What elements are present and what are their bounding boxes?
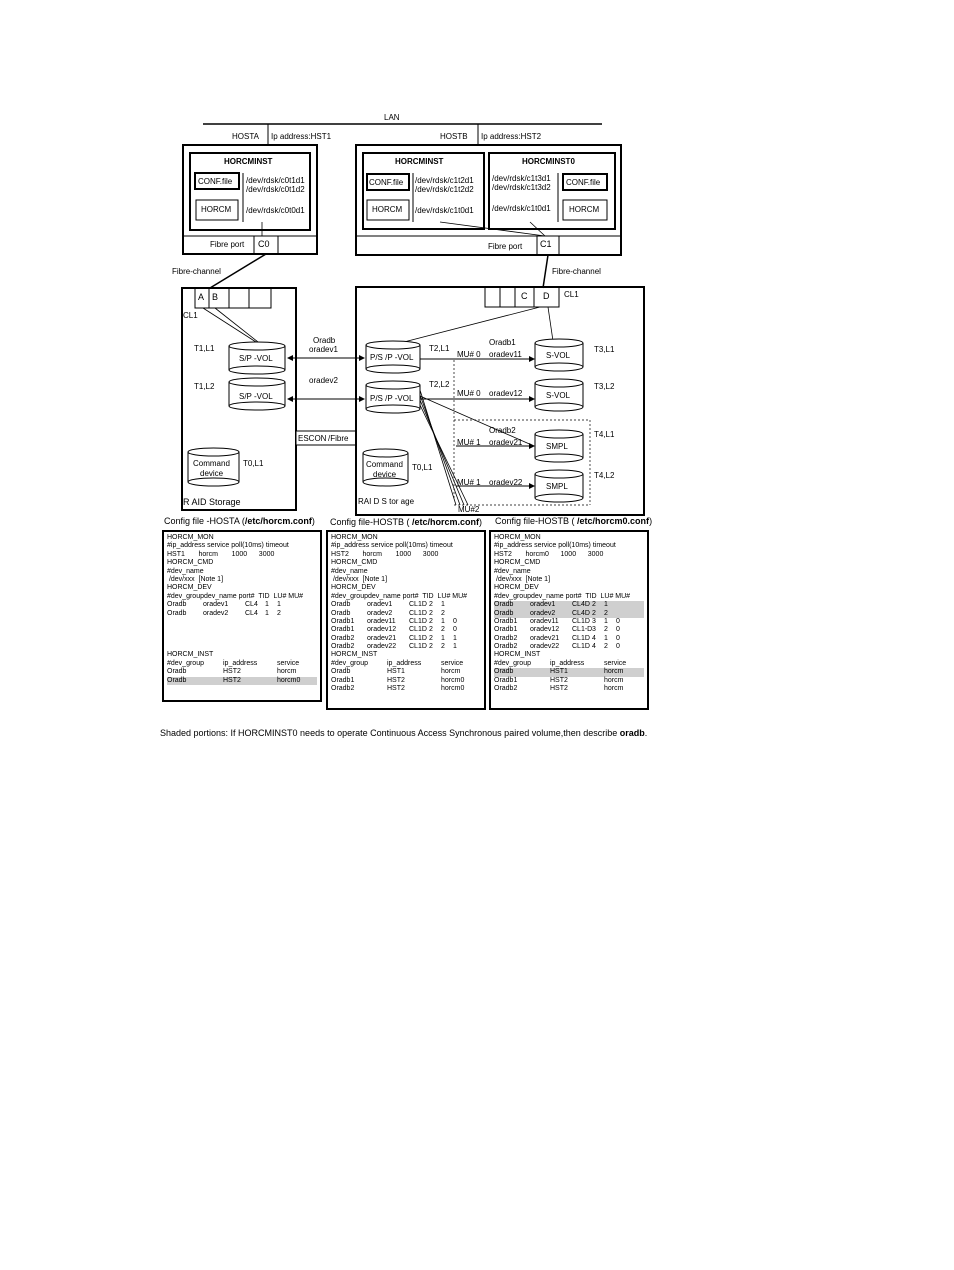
left-t1l2: T1,L2 (194, 382, 215, 391)
right-mu0b: MU# 0 (457, 389, 481, 398)
config-inst-cell: Oradb (331, 668, 351, 676)
config-blank-line (167, 635, 317, 643)
left-t1l1: T1,L1 (194, 344, 215, 353)
right-cmd1: Command (366, 460, 403, 469)
right-svol2: S-VOL (546, 391, 571, 400)
right-mu1a: MU# 1 (457, 438, 481, 447)
right-t4l1: T4,L1 (594, 430, 615, 439)
config-dev-cell: 1 (441, 634, 445, 642)
config-line: HST1 horcm 1000 3000 (167, 550, 275, 558)
config-dev-cell: oradev21 (367, 634, 397, 642)
config-dev-cell: Oradb2 (494, 643, 518, 651)
config-dev-cell: 2 (429, 609, 433, 617)
config-dev-cell: Oradb1 (494, 617, 518, 625)
hostb-dev6: /dev/rdsk/c1t0d1 (492, 204, 551, 213)
config-inst-cell: HST2 (223, 676, 241, 684)
config-dev-cell: 4 (592, 643, 596, 651)
config-dev-cell (616, 610, 628, 618)
config-dev-cell: 2 (429, 626, 433, 634)
config-dev-cell: 2 (429, 617, 433, 625)
hostb-fibre-port: Fibre port (488, 242, 523, 251)
config-dev-cell: Oradb (494, 601, 514, 609)
config-dev-cell: 0 (616, 634, 620, 642)
left-t0l1: T0,L1 (243, 459, 264, 468)
config-dev-cell (289, 610, 301, 618)
config-dev-cell: Oradb (331, 601, 351, 609)
hosta-port: C0 (258, 239, 270, 249)
right-t3l1: T3,L1 (594, 345, 615, 354)
config-line: HORCM_DEV (331, 584, 376, 592)
config-a-title: Config file -HOSTA (/etc/horcm.conf) (164, 516, 315, 526)
fc-left-label: Fibre-channel (172, 267, 221, 276)
config-dev-cell: Oradb (331, 609, 351, 617)
config-inst-cell: Oradb1 (331, 676, 355, 684)
left-port-a: A (198, 292, 205, 302)
config-inst-columns (331, 660, 481, 668)
config-inst-col: service (441, 659, 464, 667)
config-inst-col: ip_address (387, 659, 422, 667)
config-dev-cell: 3 (592, 626, 596, 634)
config-inst-cell: HST2 (387, 685, 405, 693)
config-dev-cell: CL1D (409, 617, 427, 625)
config-dev-cell: oradev22 (530, 643, 560, 651)
config-dev-cell: 1 (604, 634, 608, 642)
config-dev-cell: oradev12 (530, 626, 560, 634)
config-dev-cell: CL1D (409, 609, 427, 617)
right-oradb2: Oradb2 (489, 426, 516, 435)
config-dev-cell: 1 (453, 634, 457, 642)
hostb-dev3: /dev/rdsk/c1t0d1 (415, 206, 474, 215)
config-dev-cell: 1 (604, 617, 608, 625)
config-dev-cell: 0 (616, 617, 620, 625)
hosta-horcm: HORCM (201, 205, 232, 214)
config-dev-cell (453, 610, 465, 618)
config-dev-cell: CL1D (572, 617, 590, 625)
config-dev-cell: Oradb (494, 609, 514, 617)
config-line: HORCM_DEV (494, 584, 539, 592)
right-smpl1: SMPL (546, 442, 568, 451)
right-port-d: D (543, 291, 550, 301)
config-inst-col: ip_address (223, 659, 258, 667)
hosta-dev3: /dev/rdsk/c0t0d1 (246, 206, 305, 215)
right-t2l1: T2,L1 (429, 344, 450, 353)
config-blank-line (167, 643, 317, 651)
config-inst-row (331, 685, 481, 693)
config-dev-row (331, 643, 481, 651)
config-line: #ip_address service poll(10ms) timeout (331, 542, 453, 550)
right-t2l2: T2,L2 (429, 380, 450, 389)
config-dev-cell: 2 (604, 626, 608, 634)
config-dev-cell: Oradb2 (331, 634, 355, 642)
config-dev-cell: CL1D (409, 634, 427, 642)
left-cmd1: Command (193, 459, 230, 468)
config-dev-row (494, 601, 644, 609)
config-blank-line (167, 618, 317, 626)
config-c-title: Config file-HOSTB ( /etc/horcm0.conf) (495, 516, 653, 526)
config-line: #dev_name (167, 567, 204, 575)
right-svol1: S-VOL (546, 351, 571, 360)
config-dev-cell: 0 (616, 626, 620, 634)
config-dev-cell: 1 (441, 601, 445, 609)
config-dev-row (494, 618, 644, 626)
config-dev-cell: Oradb2 (331, 643, 355, 651)
config-dev-cell: 0 (453, 617, 457, 625)
config-dev-row (331, 626, 481, 634)
config-dev-cell: CL1D (572, 643, 590, 651)
config-inst-cell: horcm0 (441, 676, 465, 684)
right-mu0a: MU# 0 (457, 350, 481, 359)
config-b-title: Config file-HOSTB ( /etc/horcm.conf) (330, 517, 483, 527)
left-vol2: S/P -VOL (239, 392, 273, 401)
hostb-inst0-title: HORCMINST0 (522, 157, 575, 166)
left-port-b: B (212, 292, 219, 302)
config-dev-cell: CL1D (409, 643, 427, 651)
right-t3l2: T3,L2 (594, 382, 615, 391)
config-line: HST2 horcm 1000 3000 (331, 550, 439, 558)
config-dev-cell: oradev21 (530, 634, 560, 642)
config-inst-head: HORCM_INST (331, 651, 378, 659)
link-oradb: Oradb (313, 336, 336, 345)
hostb-horcm: HORCM (372, 205, 403, 214)
hosta-ip: Ip address:HST1 (271, 132, 332, 141)
config-inst-cell: HST1 (387, 668, 405, 676)
right-oradev12: oradev12 (489, 389, 523, 398)
config-dev-row (167, 610, 317, 618)
right-storage-label: RAI D S tor age (358, 497, 415, 506)
config-inst-cell: Oradb (167, 676, 187, 684)
config-dev-cell: 4 (592, 634, 596, 642)
config-line: HORCM_CMD (167, 559, 214, 567)
config-file-hostb-horcm0 (489, 530, 649, 710)
hosta-name: HOSTA (232, 132, 259, 141)
right-port-c: C (521, 291, 528, 301)
config-dev-cell: 2 (441, 643, 445, 651)
config-inst-cell: Oradb (494, 668, 514, 676)
config-dev-cell: 2 (592, 609, 596, 617)
config-dev-cell: 2 (592, 601, 596, 609)
config-line: #dev_groupdev_name port# TID LU# MU# (331, 592, 468, 600)
config-dev-cell: oradev1 (367, 601, 393, 609)
config-dev-cell: 1 (277, 601, 281, 609)
config-inst-row (494, 685, 644, 693)
config-dev-cell: 1 (441, 617, 445, 625)
left-vol1: S/P -VOL (239, 354, 273, 363)
config-dev-cell: 1 (453, 643, 457, 651)
right-cl1: CL1 (564, 290, 579, 299)
right-mu1b: MU# 1 (457, 478, 481, 487)
config-line: #dev_groupdev_name port# TID LU# MU# (167, 592, 304, 600)
config-line: HORCM_CMD (494, 559, 541, 567)
config-inst-row (494, 668, 644, 676)
config-inst-cell: Oradb (167, 668, 187, 676)
right-oradb1: Oradb1 (489, 338, 516, 347)
config-line: /dev/xxx [Note 1] (494, 575, 551, 583)
config-inst-columns (494, 660, 644, 668)
hosta-conf-file: CONF.file (198, 177, 233, 186)
config-dev-row (331, 618, 481, 626)
config-dev-cell: 3 (592, 617, 596, 625)
config-dev-cell: 1 (265, 609, 269, 617)
config-dev-row (494, 643, 644, 651)
config-inst-row (494, 677, 644, 685)
config-dev-cell: Oradb1 (331, 617, 355, 625)
config-inst-row (331, 668, 481, 676)
right-oradev11: oradev11 (489, 350, 522, 359)
config-line: #dev_groupdev_name port# TID LU# MU# (494, 592, 631, 600)
right-pvol1: P/S /P -VOL (370, 353, 414, 362)
config-dev-cell: CL1-D (572, 626, 593, 634)
config-file-hostb-horcm (326, 530, 486, 710)
config-line: #ip_address service poll(10ms) timeout (167, 542, 289, 550)
config-inst-cell: HST2 (223, 668, 241, 676)
config-dev-cell: 2 (277, 609, 281, 617)
hostb-dev4: /dev/rdsk/c1t3d1 (492, 174, 551, 183)
right-smpl2: SMPL (546, 482, 568, 491)
right-pvol2: P/S /P -VOL (370, 394, 414, 403)
config-dev-row (331, 601, 481, 609)
config-line: /dev/xxx [Note 1] (167, 575, 224, 583)
hostb-name: HOSTB (440, 132, 468, 141)
config-dev-cell: 2 (429, 601, 433, 609)
config-dev-cell (453, 601, 465, 609)
config-dev-cell: 2 (604, 643, 608, 651)
config-dev-cell: oradev12 (367, 626, 397, 634)
config-dev-cell: oradev11 (530, 617, 559, 625)
right-raid-storage (356, 287, 644, 515)
config-dev-cell: Oradb1 (331, 626, 355, 634)
hostb-inst-title: HORCMINST (395, 157, 444, 166)
config-inst-cell: HST1 (550, 668, 568, 676)
shaded-portions-note: Shaded portions: If HORCMINST0 needs to operate Continuous Access Synchronous paired volume,then describe oradb. (160, 728, 648, 738)
hostb-box (356, 145, 621, 255)
config-dev-cell: 0 (616, 643, 620, 651)
config-inst-head: HORCM_INST (167, 651, 214, 659)
hostb-dev1: /dev/rdsk/c1t2d1 (415, 176, 474, 185)
config-inst-cell: HST2 (387, 676, 405, 684)
config-dev-cell: CL1D (409, 626, 427, 634)
left-raid-storage (182, 288, 296, 510)
config-file-hosta (162, 530, 322, 702)
config-dev-cell: CL4D (572, 601, 590, 609)
config-dev-cell: oradev1 (203, 601, 229, 609)
right-t0l1: T0,L1 (412, 463, 433, 472)
config-inst-cell: horcm (441, 668, 461, 676)
config-line: HORCM_CMD (331, 559, 378, 567)
link-oradev2: oradev2 (309, 376, 338, 385)
hostb-conf-file: CONF.file (369, 178, 404, 187)
config-dev-cell: CL1D (409, 601, 427, 609)
config-inst-col: service (277, 659, 300, 667)
config-line: HST2 horcm0 1000 3000 (494, 550, 604, 558)
config-dev-cell: 1 (604, 601, 608, 609)
hosta-fibre-port: Fibre port (210, 240, 245, 249)
lan-label: LAN (384, 113, 400, 122)
config-dev-cell: oradev2 (367, 609, 393, 617)
config-dev-row (167, 601, 317, 609)
config-dev-cell: 2 (429, 643, 433, 651)
config-inst-col: #dev_group (494, 659, 531, 667)
right-t4l2: T4,L2 (594, 471, 615, 480)
config-dev-cell: 2 (429, 634, 433, 642)
config-inst-cell: horcm (604, 668, 624, 676)
config-line: #dev_name (331, 567, 368, 575)
config-dev-cell (289, 601, 301, 609)
config-blank-line (167, 626, 317, 634)
config-dev-cell: 0 (453, 626, 457, 634)
config-line: HORCM_MON (331, 534, 378, 541)
config-dev-cell: oradev11 (367, 617, 396, 625)
config-inst-cell: HST2 (550, 676, 568, 684)
link-oradev1: oradev1 (309, 345, 338, 354)
escon-label: ESCON (298, 434, 327, 443)
hosta-inst-title: HORCMINST (224, 157, 273, 166)
right-oradev22: oradev22 (489, 478, 523, 487)
config-dev-cell: Oradb (167, 601, 187, 609)
config-line: /dev/xxx [Note 1] (331, 575, 388, 583)
hostb-port: C1 (540, 239, 552, 249)
config-inst-col: ip_address (550, 659, 585, 667)
config-dev-cell: 1 (265, 601, 269, 609)
config-line: #dev_name (494, 567, 531, 575)
config-inst-col: #dev_group (331, 659, 368, 667)
left-cl1: CL1 (183, 311, 198, 320)
config-dev-cell: oradev2 (203, 609, 229, 617)
config-line: HORCM_MON (494, 534, 541, 541)
config-inst-cell: horcm (604, 676, 624, 684)
hosta-dev2: /dev/rdsk/c0t1d2 (246, 185, 305, 194)
hostb-dev5: /dev/rdsk/c1t3d2 (492, 183, 551, 192)
config-dev-cell: oradev2 (530, 609, 556, 617)
config-line: HORCM_DEV (167, 584, 212, 592)
config-dev-cell: Oradb2 (494, 634, 518, 642)
config-line: HORCM_MON (167, 534, 214, 541)
right-oradev21: oradev21 (489, 438, 523, 447)
config-line: #ip_address service poll(10ms) timeout (494, 542, 616, 550)
config-inst-row (331, 677, 481, 685)
config-inst-cell: HST2 (550, 685, 568, 693)
hostb-dev2: /dev/rdsk/c1t2d2 (415, 185, 474, 194)
config-dev-cell: CL4 (245, 601, 258, 609)
config-inst-cell: horcm (277, 668, 297, 676)
fc-right-label: Fibre-channel (552, 267, 601, 276)
config-dev-row (494, 626, 644, 634)
hostb-inst0-horcm: HORCM (569, 205, 600, 214)
config-dev-cell: Oradb (167, 609, 187, 617)
config-dev-cell: 2 (441, 626, 445, 634)
config-dev-cell: 2 (604, 609, 608, 617)
config-inst-row (167, 677, 317, 685)
config-dev-cell: 2 (441, 609, 445, 617)
config-dev-cell: CL4D (572, 609, 590, 617)
left-cmd2: device (200, 469, 224, 478)
config-dev-cell (616, 601, 628, 609)
config-inst-col: service (604, 659, 627, 667)
hosta-dev1: /dev/rdsk/c0t1d1 (246, 176, 305, 185)
hosta-box (183, 145, 317, 254)
left-storage-label: R AID Storage (183, 497, 241, 507)
right-cmd2: device (373, 470, 397, 479)
config-dev-cell: CL4 (245, 609, 258, 617)
config-dev-row (331, 635, 481, 643)
config-inst-columns (167, 660, 317, 668)
right-mu2: MU#2 (458, 505, 480, 514)
config-inst-cell: horcm0 (277, 676, 301, 684)
config-inst-cell: Oradb2 (331, 685, 355, 693)
config-inst-cell: horcm0 (441, 685, 465, 693)
config-inst-row (167, 668, 317, 676)
config-inst-cell: Oradb2 (494, 685, 518, 693)
hostb-ip: Ip address:HST2 (481, 132, 542, 141)
config-dev-row (494, 635, 644, 643)
config-dev-cell: Oradb1 (494, 626, 518, 634)
config-inst-cell: Oradb1 (494, 676, 518, 684)
config-inst-cell: horcm (604, 685, 624, 693)
config-dev-row (494, 610, 644, 618)
config-dev-cell: oradev1 (530, 601, 556, 609)
config-inst-col: #dev_group (167, 659, 204, 667)
config-inst-head: HORCM_INST (494, 651, 541, 659)
config-dev-cell: CL1D (572, 634, 590, 642)
hostb-inst0-conf-file: CONF.file (566, 178, 601, 187)
config-dev-row (331, 610, 481, 618)
config-dev-cell: oradev22 (367, 643, 397, 651)
fibre-label: /Fibre (328, 434, 349, 443)
